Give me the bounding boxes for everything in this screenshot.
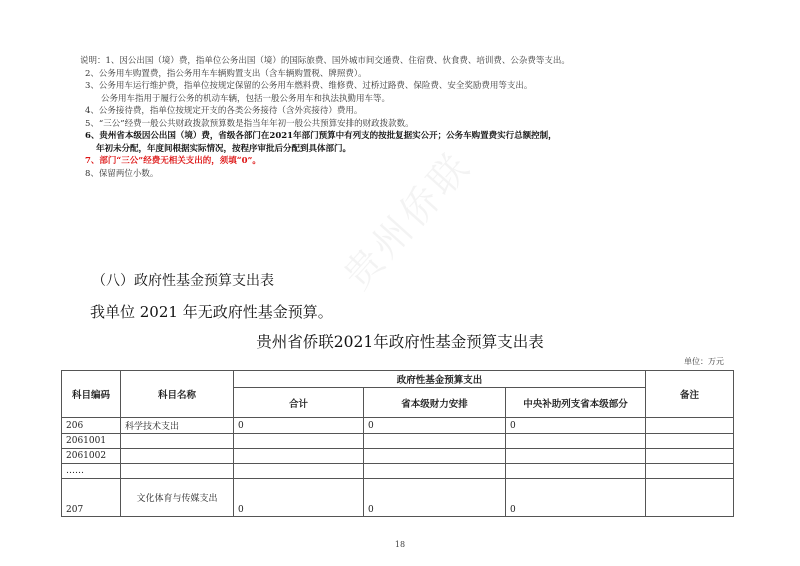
header-total: 合计 — [234, 388, 364, 418]
note-8: 8、保留两位小数。 — [85, 168, 159, 179]
cell-provincial — [364, 434, 506, 449]
cell-total: 0 — [234, 479, 364, 517]
cell-name — [121, 449, 234, 464]
cell-remark — [646, 479, 734, 517]
cell-provincial: 0 — [364, 418, 506, 434]
cell-code: 206 — [62, 418, 121, 434]
note-5: 5、“三公”经费一般公共财政拨款预算数是指当年年初一般公共预算安排的财政拨款数。 — [85, 118, 414, 129]
cell-total — [234, 449, 364, 464]
cell-total: 0 — [234, 418, 364, 434]
budget-table — [61, 370, 734, 517]
header-provincial: 省本级财力安排 — [364, 388, 506, 418]
note-3: 3、公务用车运行维护费，指单位按规定保留的公务用车燃料费、维修费、过桥过路费、保险费、安全奖励费用等支出。 — [85, 81, 533, 91]
cell-code: 2061001 — [62, 434, 121, 449]
cell-name — [121, 434, 234, 449]
note-2: 2、公务用车购置费，指公务用车车辆购置支出（含车辆购置税、牌照费）。 — [85, 68, 367, 79]
cell-provincial — [364, 464, 506, 479]
note-7: 7、部门“三公”经费无相关支出的，须填“0”。 — [85, 156, 261, 166]
cell-provincial: 0 — [364, 479, 506, 517]
cell-name: 文化体育与传媒支出 — [121, 479, 234, 517]
watermark: 贵州侨联 — [334, 143, 480, 298]
cell-provincial — [364, 449, 506, 464]
cell-name — [121, 464, 234, 479]
lead-text: 我单位 2021 年无政府性基金预算。 — [90, 303, 333, 321]
cell-total — [234, 464, 364, 479]
notes-block — [80, 55, 760, 180]
cell-central — [506, 434, 646, 449]
header-remark: 备注 — [646, 371, 734, 418]
note-1: 说明：1、因公出国（境）费，指单位公务出国（境）的国际旅费、国外城市间交通费、住宿费、伙食费、培训费、公杂费等支出。 — [80, 56, 570, 66]
cell-remark — [646, 418, 734, 434]
note-4: 4、公务接待费，指单位按规定开支的各类公务接待（含外宾接待）费用。 — [85, 106, 363, 116]
note-6: 6、贵州省本级因公出国（境）费，省级各部门在2021年部门预算中有列支的按批复据实公开；公务车购置费实行总额控制， — [85, 131, 557, 141]
cell-remark — [646, 464, 734, 479]
header-code: 科目编码 — [62, 371, 121, 418]
section-heading: （八）政府性基金预算支出表 — [92, 273, 274, 289]
table-row — [62, 464, 734, 479]
cell-remark — [646, 434, 734, 449]
cell-total — [234, 434, 364, 449]
table-row — [62, 434, 734, 449]
note-6-sub: 年初未分配，年度间根据实际情况，按程序审批后分配到具体部门。 — [96, 143, 352, 154]
note-3-sub: 公务用车指用于履行公务的机动车辆，包括一般公务用车和执法执勤用车等。 — [101, 93, 391, 104]
cell-code: …… — [62, 464, 121, 479]
header-central: 中央补助列支省本级部分 — [506, 388, 646, 418]
cell-central: 0 — [506, 418, 646, 434]
page-number: 18 — [394, 540, 406, 549]
cell-name: 科学技术支出 — [121, 418, 234, 434]
table-title: 贵州省侨联2021年政府性基金预算支出表 — [256, 333, 544, 351]
cell-central — [506, 464, 646, 479]
table-row — [62, 479, 734, 517]
table-row — [62, 449, 734, 464]
cell-remark — [646, 449, 734, 464]
cell-code: 207 — [62, 479, 121, 517]
cell-code: 2061002 — [62, 449, 121, 464]
header-name: 科目名称 — [121, 371, 234, 418]
header-group: 政府性基金预算支出 — [234, 371, 646, 388]
table-row — [62, 418, 734, 434]
unit-label: 单位：万元 — [684, 357, 724, 366]
cell-central: 0 — [506, 479, 646, 517]
cell-central — [506, 449, 646, 464]
